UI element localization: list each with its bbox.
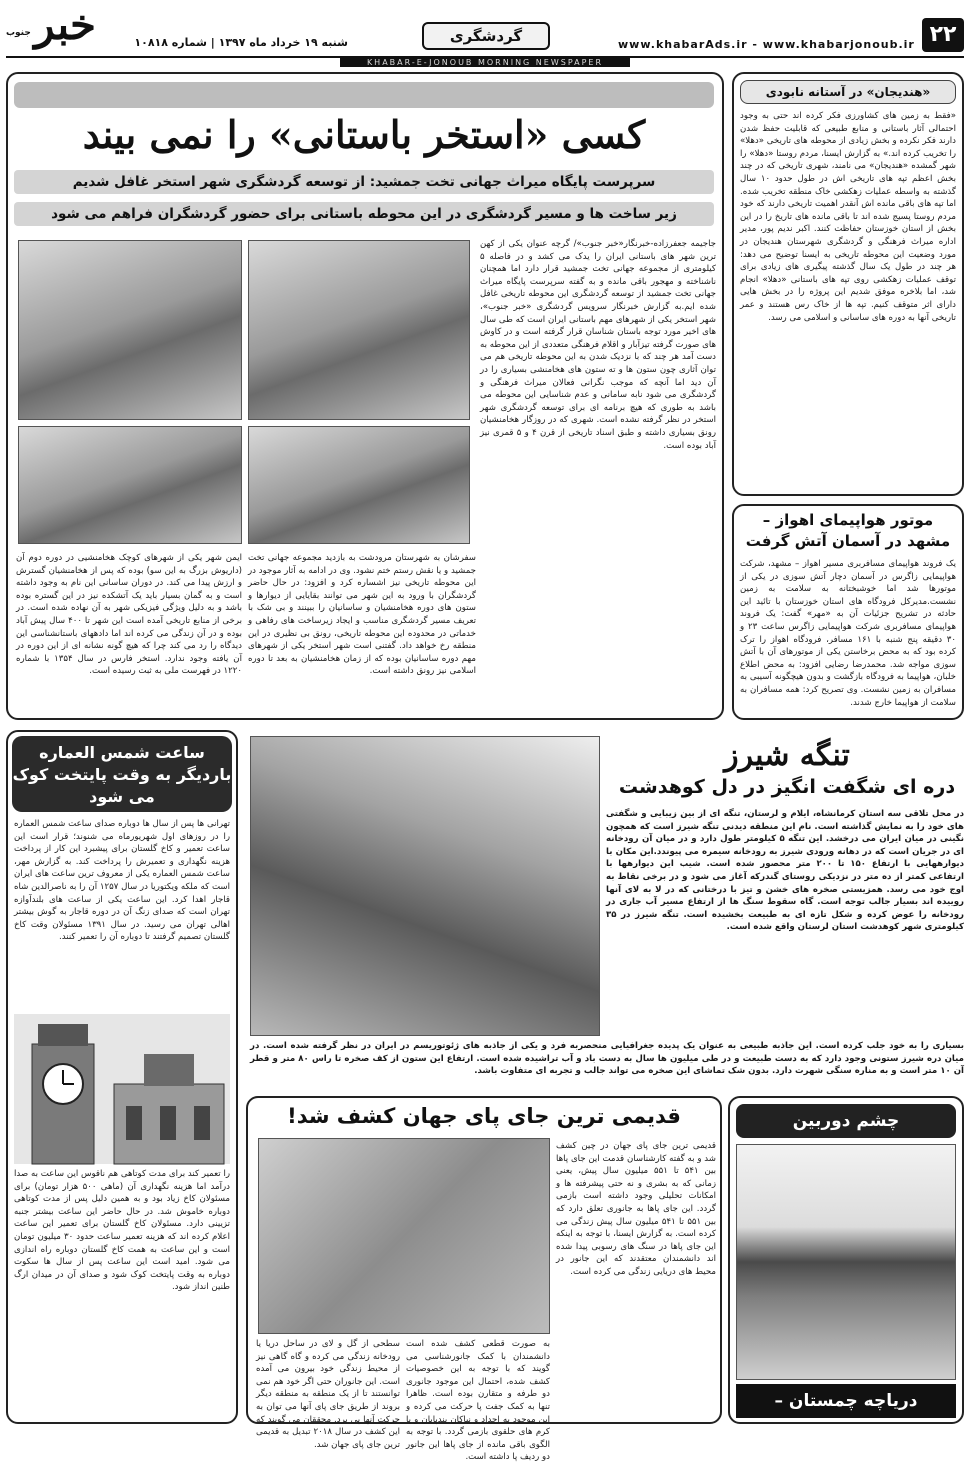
ruins-photo-3: [18, 426, 242, 544]
main-subhead-1: سرپرست پایگاه میراث جهانی تخت جمشید: از توسعه گردشگری شهر استخر غافل شدیم: [14, 170, 714, 194]
lake-photo: [736, 1144, 956, 1380]
footprint-title: قدیمی ترین جای پای جهان کشف شد!: [287, 1104, 681, 1128]
main-subhead-2: زیر ساخت ها و مسیر گردشگری در این محوطه باستانی برای حضور گردشگران فراهم می شود: [14, 202, 714, 226]
footprint-col3: سطحی از گل و لای در ساحل دریا یا رودخانه زندگی می کرده و گاه گاهی نیز از محیط زندگی خود بیرون می آمده است. این جانوران حتی اگر خود هم نمی توانستند تا از یک منطقه به منطقه دیگر بروند از طریق جای پای آنها می توان به حرکت آنها پی برد. محققان می گویند که این کشف در سال ۲۰۱۸ تبدیل به قدیمی ترین جای پای جهان شد.: [256, 1339, 400, 1450]
tange-body: در محل تلاقی سه استان کرمانشاه، ایلام و لرستان، تنگه ای از بین زیبایی و شگفتی های خود را به نمایش گذاشته است. نام این منطقه دیدنی تنگه شیرز است که همچون نگینی در میان ایران می درخشد. این تنگه ۵ کیلومتر طول دارد و در میان آن رودخانه ای در جریان است که در دهانه ورودی شیرز به رودخانه سیمره می پیوندد.این مکان با دیوارههایی با ارتفاع ۱۵۰ تا ۲۰۰ متر محصور شده است. شیب این دیوارهها با ارتفاعی کمتر از ده متر در نزدیکی روستای گندرکه آغاز می شود و در برخی نقاط به اوج خود می رسد. همزیستی صخره های خشن و تیز با درختانی که در لا به لای آنها روییده اند بسیار جالب توجه است. گاه سقوط سنگ ها از ارتفاع مسیر آب جاری در رودخانه را عوض کرده و شکل تازه ای به طبیعت بخشیده است. تنگه شیرز در ۳۵ کیلومتری شهر کوهدشت استان لرستان واقع شده است.: [606, 809, 965, 933]
footprint-col1: قدیمی ترین جای پای جهان در چین کشف شد و به گفته کارشناسان قدمت این جای پاها بین ۵۴۱ تا ۵۵۱ میلیون سال پیش، یعنی زمانی که به بشری و نه حتی پیشرفته ها و امکانات تحلیلی وجود داشته است بازمی گردد. این جای پاها به جانوری تعلق دارد که بین ۵۵۱ تا ۵۴۱ میلیون سال پیش زندگی می کرده است. به گزارش ایسنا، با توجه به اینکه این جای پاها در سنگ های رسوبی پیدا شده اند دانشمندان معتقدند که این جانور در محیط های دریایی زندگی می کرده است.: [556, 1141, 716, 1277]
paper-english: KHABAR-E-JONOUB MORNING NEWSPAPER: [340, 58, 630, 67]
main-col-right: جاجیمه جعفرزاده-خبرنگار«خبر جنوب»/ گرچه عنوان یکی از کهن ترین شهر های باستانی ایران را یدک می کشد و در فاصله ۵ کیلومتری از مجموعه جهانی تخت جمشید قرار دارد اما همچنان ناشناخته و مهجور باقی مانده و به گفته سرپرست پایگاه میراث جهانی تخت جمشید از توسعه گردشگری این محوطه تاریخی غافل شده ایم.به گزارش خبرنگار سرویس گردشگری «خبر جنوب»، شهر استخر یکی از شهرهای مهم باستانی ایران است که طی سال های اخیر مورد توجه باستان شناسان قرار گرفته است و در کاوش های صورت گرفته تیزآبار و اقلام فرهنگی متعددی از این محوطه به دست آمد هر چند که با نزدیک شدن به این محوطه تاریخی هم می توان آثاری چون ستون ها و ته ستون های هخامنشی بسیاری را در آن دید اما آنچه که موجب نگرانی فعالان میراث فرهنگی و گردشگری می شود نابه سامانی و عدم شناسایی این محوطه می باشد به طوری که هیچ برنامه ای برای توسعه گردشگری شهر استخر در نظر گرفته نشده است. شهری که در روزگار هخامنشیان رونق بسیاری داشته و طبق اسناد تاریخی از قرن ۴ و ۵ قمری نیز آباد بوده است.: [480, 239, 716, 451]
date-issue: شنبه ۱۹ خرداد ماه ۱۳۹۷ | شماره ۱۰۸۱۸: [134, 36, 348, 49]
ruins-photo-1: [18, 240, 242, 420]
main-headline: کسی «استخر باستانی» را نمی بیند: [82, 112, 646, 157]
clock-title: ساعت شمس العماره باردیگر به وقت پایتخت کوک می شود: [12, 736, 232, 812]
footprint-col2: به صورت قطعی کشف شده است دانشمندان با کمک جانورشناسی می گویند که با توجه به این خصوصیات کشف شده، احتمال این موجود جانوری دو طرفه و متقارن بوده است. ظاهرا تنها به کمک جفت پا حرکت می کرده و این موجود به اجداد و نیاکان بندپایان و یا کرم های حلقوی بازمی گردد. با توجه به الگوی باقی مانده از جای پاها این جانور دو ردیف پا داشته است.: [406, 1339, 550, 1463]
chashm-title: چشم دوربین: [736, 1104, 956, 1138]
motor-title: موتور هواپیمای اهواز – مشهد در آسمان آتش گرفت: [745, 511, 951, 550]
tange-body-2: بسیاری را به خود جلب کرده است. این جاذبه طبیعی به عنوان یک پدیده جغرافیایی منحصربه فرد و یکی از جاذبه های ژئوتوریسم در ایران در نظر گرفته شده است. در میان دره شیرز ستونی وجود دارد که به دست طبیعت و در طی میلیون ها سال به دست باد و آب تراشیده شده است. ارتفاع این ستون از کف صخره تا راس ۸۰ متر و قطر آن ۱۰ متر است و به مناره سنگی شهرت دارد. بدون شک تماشای این صخره می تواند جالب و تجربه ای متفاوت باشد.: [250, 1041, 964, 1077]
kicker-bar: [14, 82, 714, 108]
clock-body-2: را تعمیر کند برای مدت کوتاهی هم ناقوس این ساعت به صدا درآمد اما هزینه نگهداری آن (ماهی ۵۰۰ هزار تومان) برای مسئولان کاخ زیاد بود و به همین دلیل پس از مدت کوتاهی دوباره خاموش شد. در حال حاضر این ساعت بیشتر جنبه تزیینی دارد. مسئولان کاخ گلستان برای تعمیر این ساعت اعلام کرده اند که هزینه تعمیر ساعت حدود ۳۰ میلیون تومان است و این ساعت به همت کاخ گلستان دوباره راه اندازی می شود. امید است این ساعت پس از سال ها سکوت دوباره به وقت پایتخت کوک شود و صدای آن در میدان ارگ طنین انداز شود.: [14, 1169, 230, 1293]
lake-caption: دریاچه چمستان – مازندران: [736, 1384, 956, 1418]
main-col-middle: سفرشان به شهرستان مرودشت به بازدید مجموعه جهانی تخت جمشید و یا نقش رستم ختم نشود. وی در ادامه به آثار موجود در این محوطه تاریخی نیز اشساره کرد و افزود: در حال حاضر گردشگران با ورود به این شهر می توانند بقایایی از دیوارها و ستون های دوره هخامنشیان و ساسانیان را ببینند و بی شک با تعریف مسیر گردشگری مناسب و ایجاد زیرساخت های رفاهی و خدماتی در محدوده این محوطه تاریخی، رونق بی نظیری در این منطقه رخ خواهد داد. گفتنی است شهر استخر یکی از شهرهای مهم دوره ساسانیان بوده که از زمان هخامنشیان به بعد تا دوره اسلامی نیز رونق داشته است.: [248, 553, 476, 677]
masthead-logo: خبر: [34, 0, 96, 49]
main-col-left: ایمن شهر یکی از شهرهای کوچک هخامنشیی در دوره دوم آن (داریوش بزرگ به این سو) بوده که پس از هخامنشیان گسترش و ارزش پیدا می کند. در دوران ساسانی این نام به وجود داشته است و به گمان بسیار باید یک آتشکده نیز در این گستره بوده باشد و به دلیل ویژگی فیزیکی شهر به آن نهاده شده است. در برخی از منابع تاریخی آمده است این شهر تا ۴۰۰ سال پیش آباد بوده و در آن زندگی می کرده اند اما دادههای باستانشناسی این دیدگاه را رد می کند چرا که هیچ گونه نشانه ای از این دوره در آن یافته وجود ندارد. استخر فارس در سال ۱۳۵۴ با شماره ۱۲۲۰ در فهرست ملی به ثبت رسیده است.: [16, 553, 242, 677]
hendijan-title: «هندیجان» در آستانه نابودی: [740, 80, 956, 104]
ruins-photo-2: [248, 240, 470, 420]
masthead-logo-small: جنوب: [6, 28, 31, 38]
motor-body: یک فروند هواپیمای مسافربری مسیر اهواز – مشهد، شرکت هواپیمایی زاگرس در آسمان دچار آتش سوزی در یکی از موتورها شد اما خوشبختانه به سلامت به زمین نشست.مدیرکل فرودگاه های استان خوزستان با تائید این حادثه در تشریح جزئیات آن به «مهر» گفت: یک فروند هواپیمای مسافربری شرکت هواپیمایی زاگرس ساعت ۲۳ و ۳۰ دقیقه پنج شنبه با ۱۶۱ مسافر، فرودگاه اهواز را ترک کرده بود که به محض برخاستن یکی از موتورهای آن با آتش سوزی مواجه شد. محمدرضا رضایی افزود: به محض اطلاع خلبان، هواپیما به فرودگاه بازگشت و بدون هیچگونه آسیبی به مسافران به زمین نشست. وی تصریح کرد: همه مسافران به سلامت از هواپیما خارج شدند.: [740, 559, 956, 708]
hendijan-body: «فقط به زمین های کشاورزی فکر کرده اند حتی به وجود احتمالی آثار باستانی و منابع طبیعی که قابلیت حفظ شدن دارند فکر نکرده و بخش زیادی از محوطه های تاریخی «دهلا» را تخریب کرده اند.» به گزارش ایسنا، مردم روستا «دهلا» را شهر گمشده «هندیجان» می نامند، شهری تاریخی که در چند بخش اعظم تپه های تاریخی اش در طول حدود ۱۰ سال گذشته به واسطه عملیات زهکشی خاک منطقه تخریب شده. اما تپه های باقی مانده اش آنقدر اهمیت تاریخی دارند که خود مردم روستا پسیج شده اند تا باقی مانده های تاریخ را در این بخش از استان خوزستان حفاظت کنند. اکبر ندیم پور، مدیر اداره میراث فرهنگی و گردشگری شهرستان هندیجان در مورد وضعیت این محوطه تاریخی به ایسنا توضیح می دهد: هر چند در طول یک سال گذشته پیگیری های زیادی برای توقف عملیات زهکشی روی تپه های باستانی «دهلا» انجام شد، اما بلاخره موفق شدیم این پروژه را در بخش هایی دارای اثر متوقف کنیم. تپه ها از خاک رس هستند و عمر تاریخی آنها به دوره های ساسانی و اسلامی می رسد.: [740, 111, 956, 323]
tange-title: تنگه شیرز: [724, 738, 850, 773]
masthead: [6, 0, 96, 60]
clock-body: تهرانی ها پس از سال ها دوباره صدای ساعت شمس العماره را در روزهای اول شهریورماه می شنوند؛ قرار است این ساعت تعمیر و کاخ گلستان برای پیشبرد این کار از پرداخت هزینه نگهداری و تعمیرش را پرداخت کند. به گزارش مهر، ساعت شمس العماره یکی از معروف ترین ساعت های ایران است که ملکه ویکتوریا در سال ۱۲۵۷ آن را به ناصرالدین شاه قاجار اهدا کرد. این ساعت یکی از ساعت های بلندآوازه تهران است که صدای زنگ آن در دوره قاجار به گوش بیشتر اهالی تهران می رسید. در سال ۱۳۹۱ مسئولان وقت کاخ گلستان تصمیم گرفتند تا دوباره آن را تعمیر کنند.: [14, 819, 230, 943]
ruins-photo-4: [248, 426, 470, 544]
page-number: ۲۲: [922, 18, 964, 52]
tange-subtitle: دره ای شگفت انگیز در دل کوهدشت: [618, 776, 956, 798]
tange-photo: [250, 736, 600, 1036]
section-label: گردشگری: [422, 22, 550, 50]
website[interactable]: www.khabarAds.ir - www.khabarjonoub.ir: [618, 38, 915, 51]
clock-tower-icon: [14, 1014, 230, 1164]
footprint-photo: [258, 1138, 550, 1334]
